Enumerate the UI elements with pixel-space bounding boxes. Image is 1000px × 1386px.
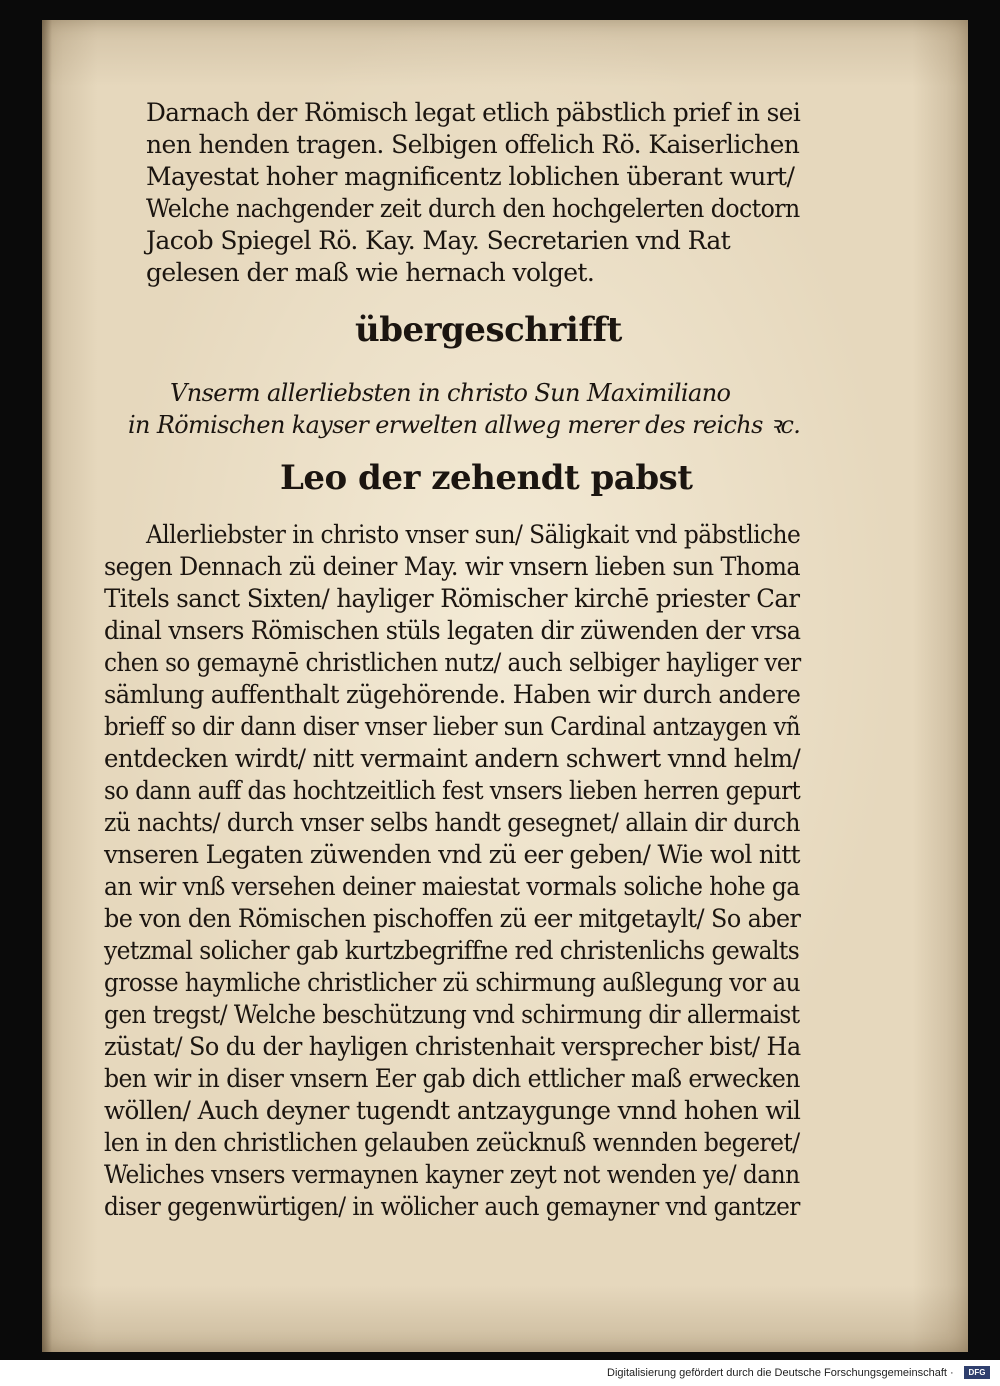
body-line: an wir vnß versehen deiner maiestat vormals soliche hohe ga [104,872,800,901]
body-line: so dann auff das hochtzeitlich fest vnsers lieben herren gepurt [104,776,801,805]
body-line: entdecken wirdt/ nitt vermaint andern schwert vnnd helm/ [104,744,801,773]
body-line: wöllen/ Auch deyner tugendt antzaygunge vnnd hohen wil [104,1096,801,1125]
intro-line: Mayestat hoher magnificentz loblichen überant wurt/ [146,162,795,191]
body-line: be von den Römischen pischoffen zü eer mitgetaylt/ So aber [104,904,801,933]
body-line: zü nachts/ durch vnser selbs handt gesegnet/ allain dir durch [104,808,800,837]
body-line: züstat/ So du der hayligen christenhait versprecher bist/ Ha [104,1032,801,1061]
body-line: brieff so dir dann diser vnser lieber sun Cardinal antzaygen vñ [104,712,801,741]
intro-line: gelesen der maß wie hernach volget. [146,258,595,287]
dfg-logo: DFG [964,1366,990,1379]
intro-line: Welche nachgender zeit durch den hochgelerten doctorn [146,194,800,223]
address-line: in Römischen kayser erwelten allweg merer des reichs ꝛc. [128,411,801,439]
body-line: yetzmal solicher gab kurtzbegriffne red christenlichs gewalts [104,936,800,965]
body-line: len in den christlichen gelauben zeücknuß wennden begeret/ [104,1128,800,1157]
funding-credit: Digitalisierung gefördert durch die Deutsche Forschungsgemeinschaft · [607,1367,954,1379]
page-gutter-shadow [42,20,52,1352]
body-line: grosse haymliche christlicher zü schirmung außlegung vor au [104,968,801,997]
intro-line: Jacob Spiegel Rö. Kay. May. Secretarien vnd Rat [146,226,731,255]
body-line: diser gegenwürtigen/ in wölicher auch gemayner vnd gantzer [104,1192,800,1221]
address-line: Vnserm allerliebsten in christo Sun Maximiliano [170,379,731,407]
body-line: dinal vnsers Römischen stüls legaten dir züwenden der vrsa [104,616,801,645]
body-line: chen so gemaynē christlichen nutz/ auch selbiger hayliger ver [104,648,801,677]
body-line: vnseren Legaten züwenden vnd zü eer geben/ Wie wol nitt [104,840,800,869]
body-line: Weliches vnsers vermaynen kayner zeyt not wenden ye/ dann [104,1160,800,1189]
intro-line: nen henden tragen. Selbigen offelich Rö. Kaiserlichen [146,130,800,159]
body-line: ben wir in diser vnsern Eer gab dich ettlicher maß erwecken [104,1064,800,1093]
body-line: Titels sanct Sixten/ hayliger Römischer kirchē priester Car [104,584,800,613]
heading-ubergeschrifft: übergeschrifft [355,310,622,350]
intro-line: Darnach der Römisch legat etlich päbstlich prief in sei [146,98,801,127]
body-line: segen Dennach zü deiner May. wir vnsern lieben sun Thoma [104,552,800,581]
heading-leo: Leo der zehendt pabst [280,458,693,498]
body-line: sämlung auffenthalt zügehörende. Haben wir durch andere [104,680,801,709]
body-line: Allerliebster in christo vnser sun/ Säligkait vnd päbstliche [146,520,801,549]
body-line: gen tregst/ Welche beschützung vnd schirmung dir allermaist [104,1000,800,1029]
